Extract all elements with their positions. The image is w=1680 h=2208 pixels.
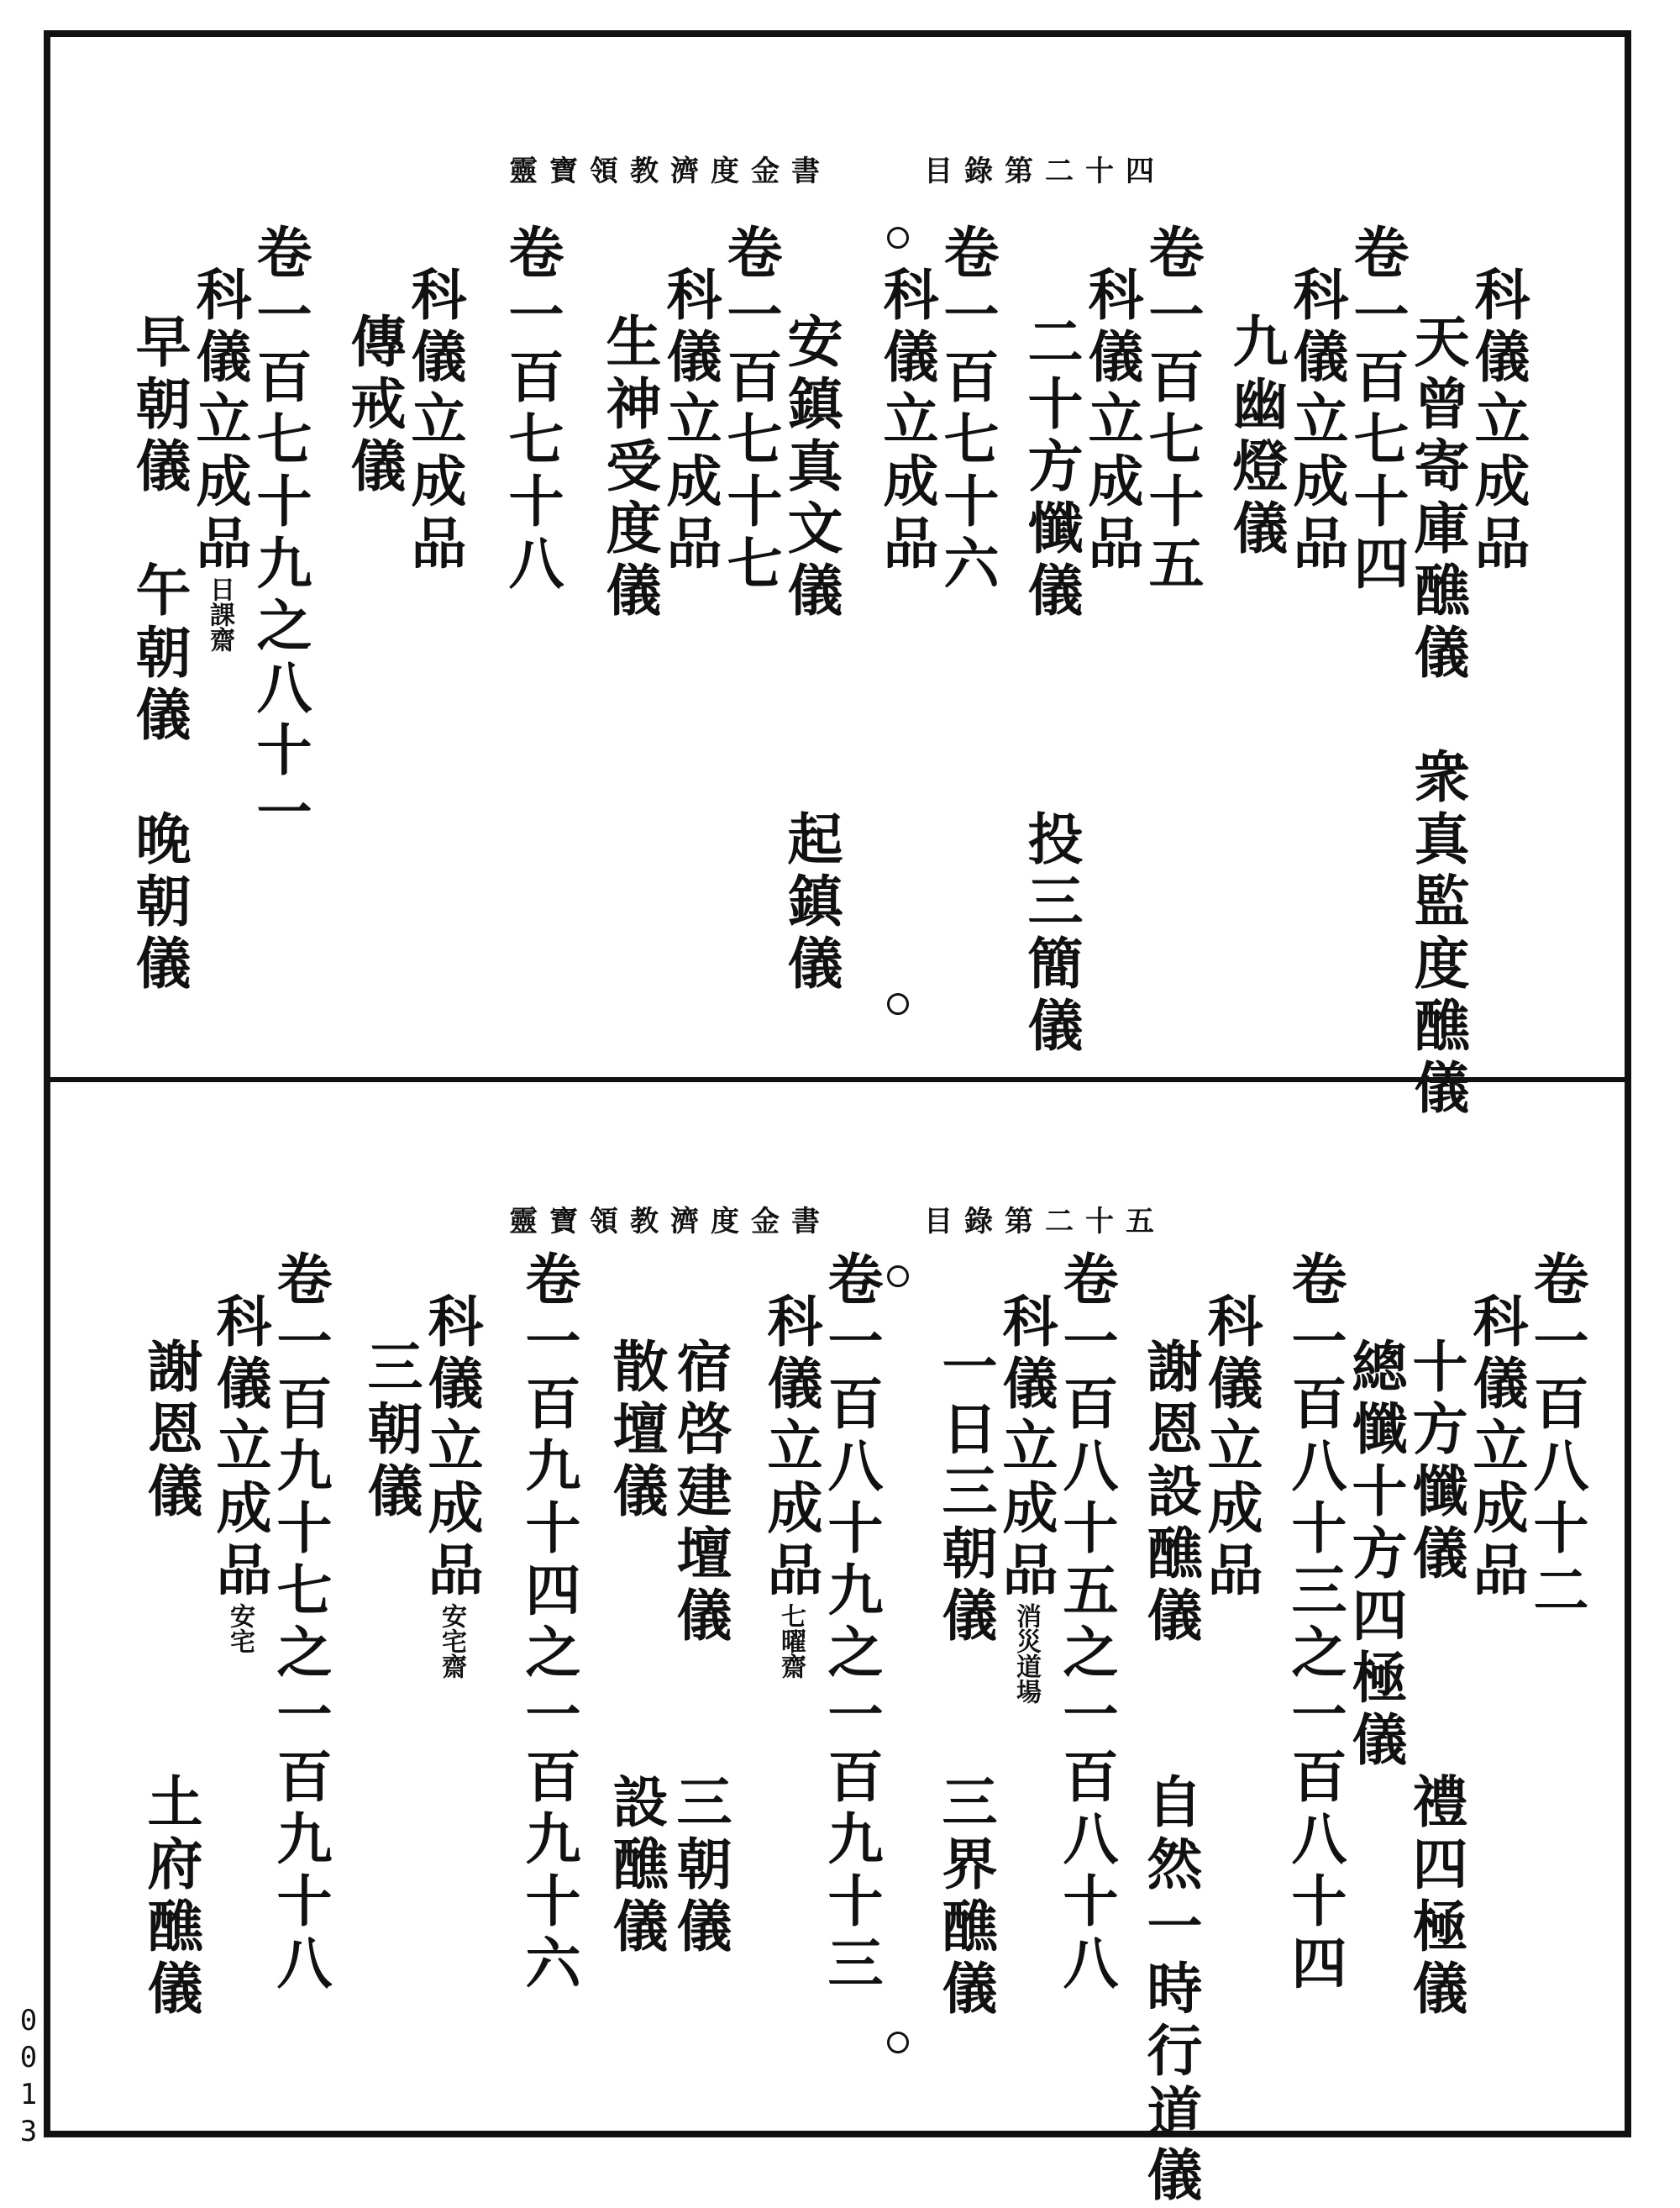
- toc-line: 科儀立成品安宅: [207, 1292, 272, 1653]
- toc-heading: 卷一百七十九之八十一: [247, 223, 312, 845]
- toc-heading: 卷一百八十三之一百八十四: [1282, 1250, 1347, 1996]
- toc-line: 天曾寄庫醮儀 衆真監度醮儀: [1404, 313, 1470, 1121]
- toc-heading: 卷一百八十二: [1524, 1250, 1589, 1623]
- toc-line: 十方懺儀 禮四極儀: [1403, 1338, 1468, 2021]
- toc-line: 科儀立成品消災道場: [993, 1292, 1058, 1704]
- toc-heading: 卷一百九十七之一百九十八: [267, 1250, 333, 1996]
- top-header-title: 靈寶領教濟度金書: [509, 155, 832, 188]
- bottom-panel: [50, 1082, 1625, 2208]
- toc-line: 總懺十方四極儀: [1342, 1338, 1408, 1773]
- toc-line: 科儀立成品: [402, 265, 467, 576]
- toc-line: 生神受度儀: [596, 313, 662, 623]
- toc-note: 日課齋: [205, 576, 234, 652]
- toc-heading: 卷一百七十七: [717, 223, 783, 597]
- toc-heading: 卷一百九十四之一百九十六: [516, 1250, 581, 1996]
- top-panel: [50, 37, 1625, 1121]
- toc-heading: 卷一百七十四: [1344, 223, 1410, 597]
- toc-line: 科儀立成品: [874, 265, 939, 576]
- toc-line: 科儀立成品安宅齋: [418, 1292, 484, 1679]
- binding-hole: [887, 993, 909, 1015]
- toc-note: 七曜齋: [776, 1603, 806, 1679]
- bottom-header-title: 靈寶領教濟度金書: [509, 1205, 832, 1238]
- binding-hole: [887, 2032, 909, 2053]
- toc-line: 早朝儀 午朝儀 晚朝儀: [126, 313, 192, 996]
- toc-line: 科儀立成品七曜齋: [758, 1292, 823, 1679]
- toc-line: 科儀立成品: [1463, 1292, 1529, 1603]
- toc-line: 二十方懺儀 投三簡儀: [1018, 313, 1084, 1059]
- toc-line: 三朝儀: [358, 1338, 423, 1524]
- toc-line: 散壇儀 設醮儀: [603, 1338, 669, 1959]
- toc-line: 科儀立成品: [1284, 265, 1349, 576]
- toc-heading: 卷一百八十五之一百八十八: [1053, 1250, 1119, 1996]
- bottom-header-section: 目錄第二十五: [924, 1205, 1166, 1238]
- top-header: [50, 148, 1625, 189]
- top-header-section: 目錄第二十四: [924, 155, 1166, 188]
- binding-hole: [887, 227, 909, 249]
- bottom-header: [50, 1198, 1625, 1239]
- toc-heading: 卷一百七十五: [1139, 223, 1205, 597]
- toc-line: 科儀立成品日課齋: [186, 265, 252, 652]
- toc-line: 謝恩儀 土府醮儀: [138, 1338, 203, 2021]
- toc-line: 九幽燈儀: [1223, 313, 1289, 561]
- toc-heading: 卷一百七十六: [934, 223, 1000, 597]
- toc-line: 一日三朝儀 三界醮儀: [932, 1338, 998, 2021]
- toc-line: 宿啓建壇儀 三朝儀: [667, 1338, 732, 1959]
- toc-note: 安宅: [225, 1603, 255, 1653]
- toc-line: 安鎮真文儀 起鎮儀: [778, 313, 843, 996]
- page-number: 0013: [12, 2004, 45, 2152]
- toc-heading: 卷一百七十八: [499, 223, 564, 597]
- toc-note: 安宅齋: [437, 1603, 466, 1679]
- toc-note: 消災道場: [1011, 1603, 1041, 1704]
- toc-line: 科儀立成品: [1079, 265, 1144, 576]
- binding-hole: [887, 1265, 909, 1287]
- toc-line: 謝恩設醮儀 自然一時行道儀: [1137, 1338, 1203, 2208]
- toc-line: 科儀立成品: [1465, 265, 1530, 576]
- toc-line: 傳戒儀: [341, 313, 407, 499]
- toc-line: 科儀立成品: [1198, 1292, 1263, 1603]
- toc-line: 科儀立成品: [657, 265, 722, 576]
- toc-heading: 卷一百八十九之一百九十三: [818, 1250, 884, 1996]
